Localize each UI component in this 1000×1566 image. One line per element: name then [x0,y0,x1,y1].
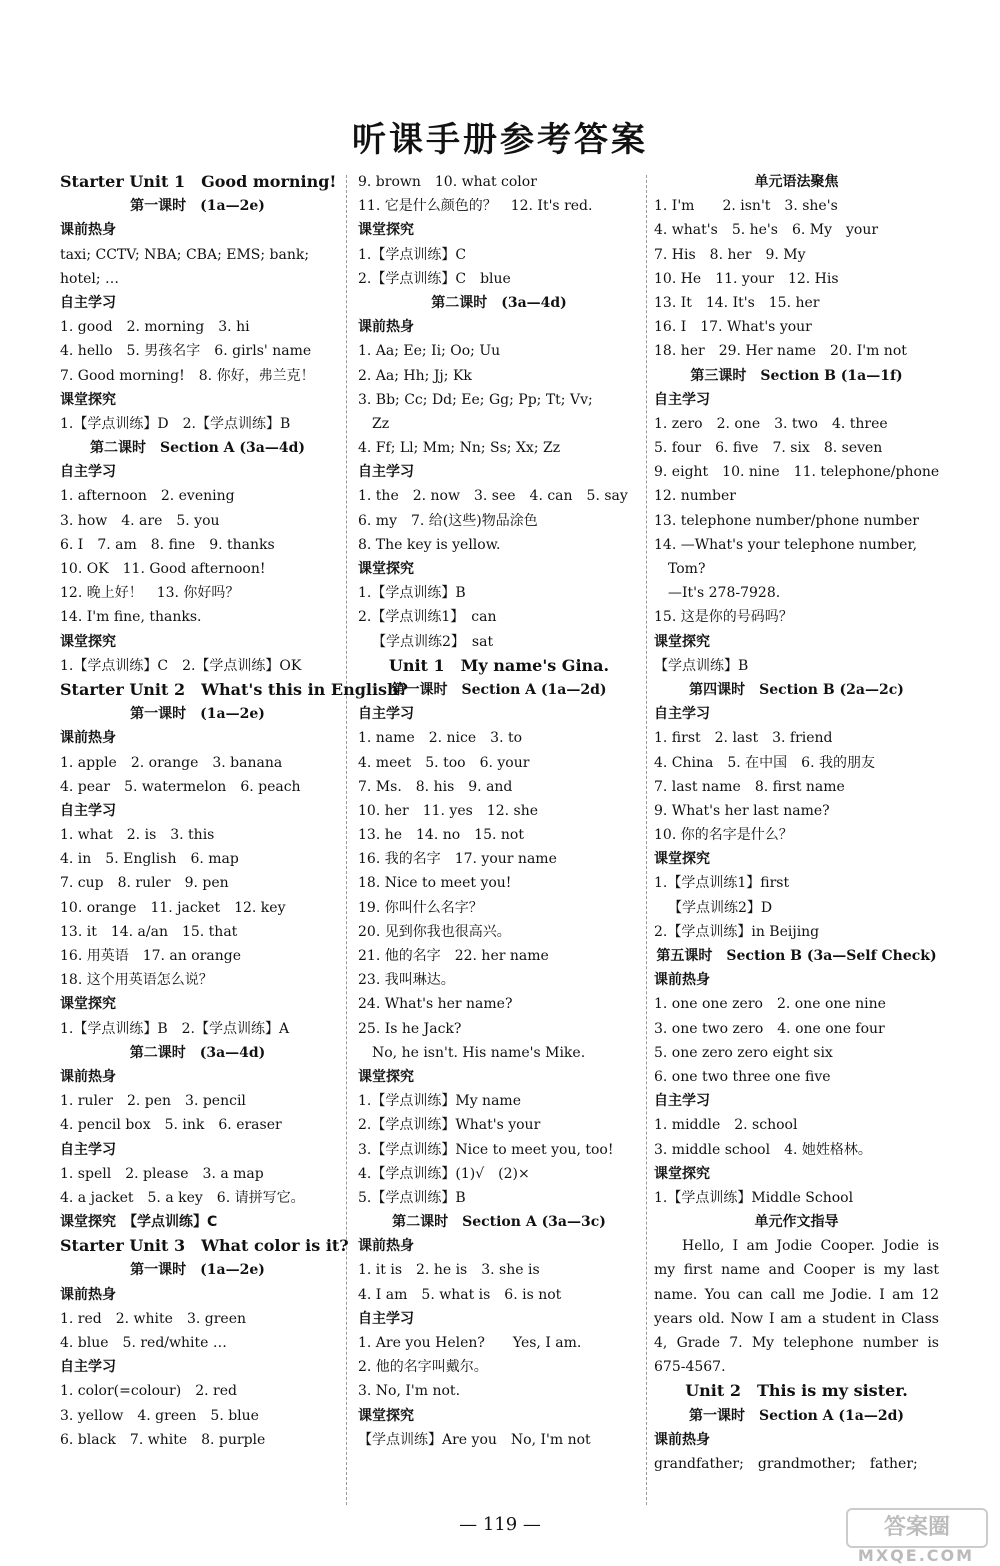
answer-line: 1. it is 2. he is 3. she is [358,1262,540,1279]
answer-line: 16. 用英语 17. an orange [60,948,241,964]
answer-line: 25. Is he Jack? [358,1020,462,1037]
answer-line: 13. he 14. no 15. not [358,827,524,844]
answer-line: 9. brown 10. what color [358,174,537,190]
answer-line: 【学点训练2】D [668,899,773,916]
lesson-heading: 单元语法聚焦 [754,174,839,190]
lesson-heading: 第三课时 Section B (1a—1f) [690,367,903,384]
section-label: 课堂探究 [358,561,414,577]
section-label: 课堂探究 [60,633,116,650]
answer-line: 7. last name 8. first name [654,778,845,795]
answer-line: 5. one zero zero eight six [654,1044,833,1061]
lesson-heading: 第二课时 (3a—4d) [431,294,567,311]
answer-line: 1. name 2. nice 3. to [358,730,523,747]
section-label: 自主学习 [60,1141,116,1158]
answer-line: 24. What's her name? [358,996,513,1013]
answer-line: taxi; CCTV; NBA; CBA; EMS; bank; [60,246,310,263]
answer-line: 13. It 14. It's 15. her [654,294,820,311]
answer-line: 4. pear 5. watermelon 6. peach [60,778,301,795]
answer-line: 23. 我叫琳达。 [358,972,455,989]
section-label: 自主学习 [60,802,116,819]
answer-line: 14. —What's your telephone number, [654,536,918,553]
answer-column-3 [654,170,939,1476]
unit-heading: Starter Unit 2 What's this in English? [60,679,409,699]
composition-paragraph: Hello, I am Jodie Cooper. Jodie is my first name and Cooper is my last name. You can call me Jodie. I am 12 years old. Now I am a student in Class 4, Grade 7. My telephone number is 675-4567. [654,1238,939,1376]
section-label: 自主学习 [60,294,116,311]
answer-line: 【学点训练】Are you No, I'm not [358,1431,591,1448]
page-title: 听课手册参考答案 [352,120,648,160]
answer-line: 13. it 14. a/an 15. that [60,923,238,940]
answer-line: 13. telephone number/phone number [654,512,919,529]
answer-line: 1.【学点训练】C 2.【学点训练】OK [60,657,302,674]
answer-line: 2.【学点训练1】 can [358,609,497,626]
unit-heading: Starter Unit 3 What color is it? [60,1236,349,1256]
section-label: 课堂探究 [358,222,414,239]
unit-heading: Unit 2 This is my sister. [685,1381,908,1401]
answer-line: 3. middle school 4. 她姓格林。 [654,1141,872,1158]
answer-line: No, he isn't. His name's Mike. [372,1044,586,1061]
answer-line: 21. 他的名字 22. her name [358,948,549,964]
section-label: 自主学习 [60,1359,116,1376]
answer-line: 4. Ff; Ll; Mm; Nn; Ss; Xx; Zz [358,440,561,457]
answer-line: 7. Ms. 8. his 9. and [358,778,513,795]
lesson-heading: 第一课时 Section A (1a—2d) [391,681,607,698]
lesson-heading: 第一课时 (1a—2e) [130,1262,265,1279]
answer-line: 10. 你的名字是什么？ [654,827,793,844]
answer-line: 1. apple 2. orange 3. banana [60,754,283,771]
answer-line: 12. number [654,488,736,505]
answer-line: 12. 晚上好！ 13. 你好吗？ [60,585,240,602]
answer-line: 7. Good morning! 8. 你好，弗兰克！ [60,367,315,384]
answer-line: 11. 它是什么颜色的？ 12. It's red. [358,198,593,215]
answer-line: 4. hello 5. 男孩名字 6. girls' name [60,343,312,360]
answer-line: 5. four 6. five 7. six 8. seven [654,440,883,457]
answer-line: 3.【学点训练】Nice to meet you, too! [358,1141,614,1158]
section-label: 课前热身 [60,730,116,747]
answer-line: 8. The key is yellow. [358,536,501,553]
answer-line: 1. first 2. last 3. friend [654,730,833,747]
section-label: 课堂探究 [60,996,116,1013]
lesson-heading: 第一课时 (1a—2e) [130,198,265,215]
answer-line: 7. His 8. her 9. My [654,246,806,263]
section-label: 课前热身 [358,319,414,336]
answer-line: 【学点训练2】 sat [372,633,494,650]
section-label: 课前热身 [60,1286,116,1303]
answer-line: 2.【学点训练】C blue [358,270,511,287]
answer-line: 1. color(=colour) 2. red [60,1383,237,1400]
answer-line: 1.【学点训练】B 2.【学点训练】A [60,1020,290,1037]
section-label: 课前热身 [60,1068,116,1085]
answer-line: 4. meet 5. too 6. your [358,754,530,771]
lesson-heading: 第一课时 Section A (1a—2d) [688,1407,905,1424]
unit-heading: Starter Unit 1 Good morning! [60,172,337,191]
answer-line: 【学点训练】B [654,657,749,674]
answer-line: 1.【学点训练】C [358,246,467,263]
section-label: 自主学习 [358,464,414,481]
answer-line: 9. What's her last name? [654,802,830,819]
page-number: — 119 — [459,1514,541,1535]
answer-line: 18. Nice to meet you! [358,875,512,892]
answer-line: 6. black 7. white 8. purple [60,1431,266,1448]
answer-line: 7. cup 8. ruler 9. pen [60,875,229,892]
answer-line: 1. zero 2. one 3. two 4. three [654,415,888,432]
answer-line: 10. He 11. your 12. His [654,270,839,287]
answer-line: 2. Aa; Hh; Jj; Kk [358,367,472,384]
answer-line: 4. China 5. 在中国 6. 我的朋友 [654,754,875,771]
answer-line: 6. I 7. am 8. fine 9. thanks [60,536,275,553]
answer-line: 1. one one zero 2. one one nine [654,996,886,1013]
lesson-heading: 第二课时 Section A (3a—4d) [89,440,306,457]
unit-heading: Unit 1 My name's Gina. [388,655,610,675]
answer-line: 10. orange 11. jacket 12. key [60,899,286,916]
section-label: 自主学习 [358,706,414,723]
answer-line: —It's 278-7928. [668,585,781,602]
answer-line: 1.【学点训练】Middle School [654,1189,854,1206]
answer-line: 16. I 17. What's your [654,319,812,336]
section-label: 课前热身 [654,972,710,989]
section-label: 自主学习 [654,391,710,408]
answer-line: 3. No, I'm not. [358,1383,461,1400]
answer-line: 1. Aa; Ee; Ii; Oo; Uu [358,343,501,360]
section-label: 课前热身 [60,222,116,239]
answer-line: 15. 这是你的号码吗？ [654,609,793,626]
lesson-heading: 第五课时 Section B (3a—Self Check) [656,948,937,964]
answer-line: 10. OK 11. Good afternoon! [60,561,266,577]
answer-line: 1. good 2. morning 3. hi [60,319,250,336]
answer-line: 1.【学点训练】D 2.【学点训练】B [60,415,291,432]
answer-line: 1.【学点训练】My name [358,1093,521,1110]
answer-line: 4. what's 5. he's 6. My your [654,222,879,239]
answer-line: 2. 他的名字叫戴尔。 [358,1359,488,1376]
answer-line: 3. one two zero 4. one one four [654,1020,885,1037]
answer-line: 1. what 2. is 3. this [60,827,215,844]
watermark-logo [846,1508,986,1564]
section-label: 课堂探究 [60,391,116,408]
answer-line: 4. blue 5. red/white … [60,1335,227,1351]
answer-line: 1. the 2. now 3. see 4. can 5. say [358,488,628,505]
answer-line: 1. spell 2. please 3. a map [60,1165,264,1182]
lesson-heading: 单元作文指导 [754,1214,839,1231]
answer-column-2 [358,170,640,1452]
answer-line: 1.【学点训练1】first [654,875,790,892]
answer-line: 5.【学点训练】B [358,1189,466,1206]
section-label: 课堂探究 [358,1068,414,1085]
section-label: 课堂探究 [654,633,710,650]
answer-line: 16. 我的名字 17. your name [358,851,557,868]
lesson-heading: 第四课时 Section B (2a—2c) [689,681,904,698]
column-divider [346,175,347,1505]
answer-line: 18. her 29. Her name 20. I'm not [654,343,907,360]
answer-line: 10. her 11. yes 12. she [358,802,539,819]
answer-line: Tom? [668,561,706,577]
answer-line: 3. how 4. are 5. you [60,512,220,529]
answer-line: 2.【学点训练】What's your [358,1117,541,1134]
answer-line: 1. middle 2. school [654,1117,798,1134]
answer-line: 20. 见到你我也很高兴。 [358,923,511,940]
answer-line: 2.【学点训练】in Beijing [654,923,820,940]
lesson-heading: 第二课时 Section A (3a—3c) [392,1214,606,1231]
answer-line: 4. a jacket 5. a key 6. 请拼写它。 [60,1189,305,1206]
section-label: 课堂探究 [654,851,710,868]
answer-line: 4. I am 5. what is 6. is not [358,1286,562,1303]
watermark-mark: 答案圈 [846,1508,988,1548]
answer-line: 18. 这个用英语怎么说？ [60,972,213,989]
answer-line: 1. red 2. white 3. green [60,1310,246,1327]
section-label: 自主学习 [60,464,116,481]
answer-line: 4. pencil box 5. ink 6. eraser [60,1117,282,1134]
answer-line: 1. afternoon 2. evening [60,488,235,505]
section-label: 课前热身 [358,1238,414,1255]
answer-line: 4. in 5. English 6. map [60,851,239,868]
answer-line: 6. one two three one five [654,1068,831,1085]
answer-line: 1. I'm 2. isn't 3. she's [654,198,838,215]
answer-line: 3. Bb; Cc; Dd; Ee; Gg; Pp; Tt; Vv; [358,391,593,408]
section-label: 课堂探究 [654,1165,710,1182]
column-divider [646,175,647,1505]
section-label: 自主学习 [654,706,710,723]
answer-line: 1. Are you Helen? Yes, I am. [358,1335,582,1351]
answer-line: grandfather; grandmother; father; [654,1456,918,1473]
answer-line: hotel; … [60,270,120,287]
answer-line: 3. yellow 4. green 5. blue [60,1407,259,1424]
answer-line: 4.【学点训练】(1)√ (2)× [358,1165,530,1182]
section-label: 课堂探究 [358,1407,414,1424]
answer-line: 14. I'm fine, thanks. [60,609,202,626]
answer-line: 1. ruler 2. pen 3. pencil [60,1093,246,1110]
section-label: 课前热身 [654,1431,710,1448]
watermark-site: MXQE.COM [857,1546,975,1565]
lesson-heading: 第二课时 (3a—4d) [129,1044,266,1061]
lesson-heading: 第一课时 (1a—2e) [130,706,265,723]
section-label: 自主学习 [358,1310,414,1327]
section-label: 自主学习 [654,1093,710,1110]
answer-line: 9. eight 10. nine 11. telephone/phone [654,464,940,481]
answer-line: 1.【学点训练】B [358,585,466,602]
answer-line: 6. my 7. 给(这些)物品涂色 [358,512,538,529]
answer-line: 19. 你叫什么名字？ [358,899,483,916]
section-label: 课堂探究 【学点训练】C [60,1214,218,1231]
answer-line: Zz [372,415,390,432]
